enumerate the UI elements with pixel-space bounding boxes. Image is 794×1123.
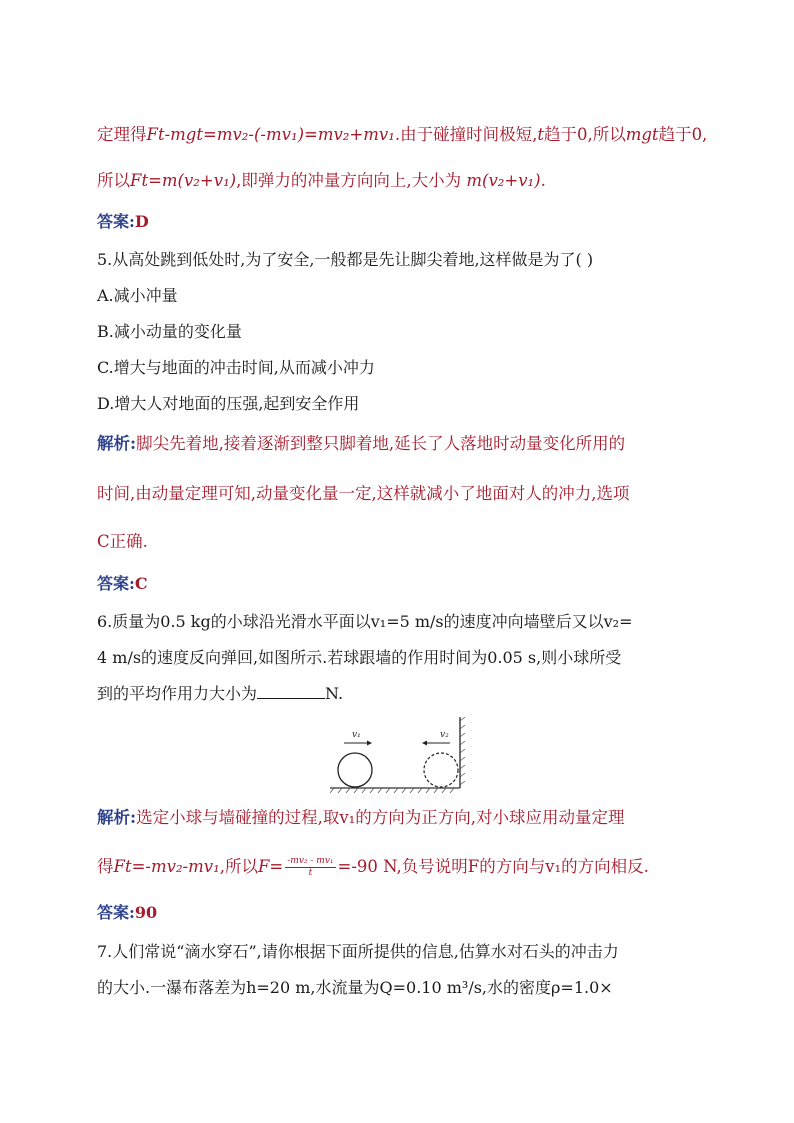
ball-before — [338, 753, 372, 787]
formula: Ft=-mv₂-mv₁ — [113, 857, 220, 876]
formula: mgt — [625, 125, 659, 144]
analysis-6-line-2 — [97, 856, 649, 879]
answer-4 — [97, 211, 149, 233]
answer-value: D — [134, 212, 149, 231]
text: 得 — [97, 857, 114, 876]
text: ,即弹力的冲量方向向上,大小为 — [236, 171, 467, 190]
v1-arrowhead — [367, 741, 372, 746]
text: 所以 — [97, 171, 130, 190]
question-6-line-2: 4 m/s的速度反向弹回,如图所示.若球跟墙的作用时间为0.05 s,则小球所受 — [97, 648, 622, 667]
question-7-line-1: 7.人们常说“滴水穿石”,请你根据下面所提供的信息,估算水对石头的冲击力 — [97, 942, 619, 961]
question-6-line-3 — [97, 683, 343, 705]
variable: t — [537, 125, 544, 144]
option-d: D.增大人对地面的压强,起到安全作用 — [97, 394, 360, 413]
answer-value: 90 — [134, 903, 158, 922]
formula: F= — [257, 857, 284, 876]
text: N. — [325, 684, 344, 703]
analysis-label: 解析: — [97, 808, 137, 827]
ground-hatching — [330, 788, 454, 793]
analysis-text: 脚尖先着地,接着逐渐到整只脚着地,延长了人落地时动量变化所用的 — [136, 434, 626, 453]
analysis-5-line-1 — [97, 433, 625, 455]
answer-5 — [97, 573, 148, 595]
analysis-text: 选定小球与墙碰撞的过程,取v₁的方向为正方向,对小球应用动量定理 — [136, 808, 625, 827]
solution-line-2 — [97, 170, 546, 192]
answer-6 — [97, 902, 157, 924]
formula: m(v₂+v₁). — [466, 171, 546, 190]
question-5-stem: 5.从高处跳到低处时,为了安全,一般都是先让脚尖着地,这样做是为了( ) — [97, 250, 594, 269]
text: 到的平均作用力大小为 — [97, 684, 258, 703]
analysis-5-line-2: 时间,由动量定理可知,动量变化量一定,这样就减小了地面对人的冲力,选项 — [97, 484, 630, 503]
v1-label: v₁ — [352, 730, 361, 740]
analysis-5-line-3: C正确. — [97, 532, 148, 551]
answer-label: 答案: — [97, 903, 135, 922]
option-a: A.减小冲量 — [97, 286, 178, 305]
text: 趋于0,所以 — [543, 125, 626, 144]
answer-value: C — [134, 574, 148, 593]
text: .由于碰撞时间极短, — [394, 125, 538, 144]
question-6-line-1: 6.质量为0.5 kg的小球沿光滑水平面以v₁=5 m/s的速度冲向墙壁后又以v₂= — [97, 612, 633, 631]
analysis-label: 解析: — [97, 434, 137, 453]
text: 趋于0, — [658, 125, 708, 144]
text: ,所以 — [219, 857, 258, 876]
answer-blank — [257, 684, 325, 699]
text: =-90 N,负号说明F的方向与v₁的方向相反. — [337, 857, 649, 876]
ball-after — [424, 753, 458, 787]
formula: Ft=m(v₂+v₁) — [130, 171, 237, 190]
answer-label: 答案: — [97, 212, 135, 231]
fraction — [285, 856, 335, 879]
analysis-6-line-1 — [97, 807, 625, 829]
fraction-denominator: t — [308, 868, 313, 878]
fraction-numerator: -mv₂ - mv₁ — [287, 856, 334, 866]
solution-line-1 — [97, 124, 707, 146]
ball-wall-figure — [330, 715, 490, 793]
wall-hatching — [460, 717, 465, 785]
option-c: C.增大与地面的冲击时间,从而减小冲力 — [97, 358, 375, 377]
formula: Ft-mgt=mv₂-(-mv₁)=mv₂+mv₁ — [146, 125, 395, 144]
v2-label: v₂ — [440, 730, 449, 740]
question-7-line-2: 的大小.一瀑布落差为h=20 m,水流量为Q=0.10 m³/s,水的密度ρ=1.0× — [97, 978, 613, 997]
option-b: B.减小动量的变化量 — [97, 322, 242, 341]
answer-label: 答案: — [97, 574, 135, 593]
v2-arrowhead — [422, 741, 427, 746]
text: 定理得 — [97, 125, 147, 144]
